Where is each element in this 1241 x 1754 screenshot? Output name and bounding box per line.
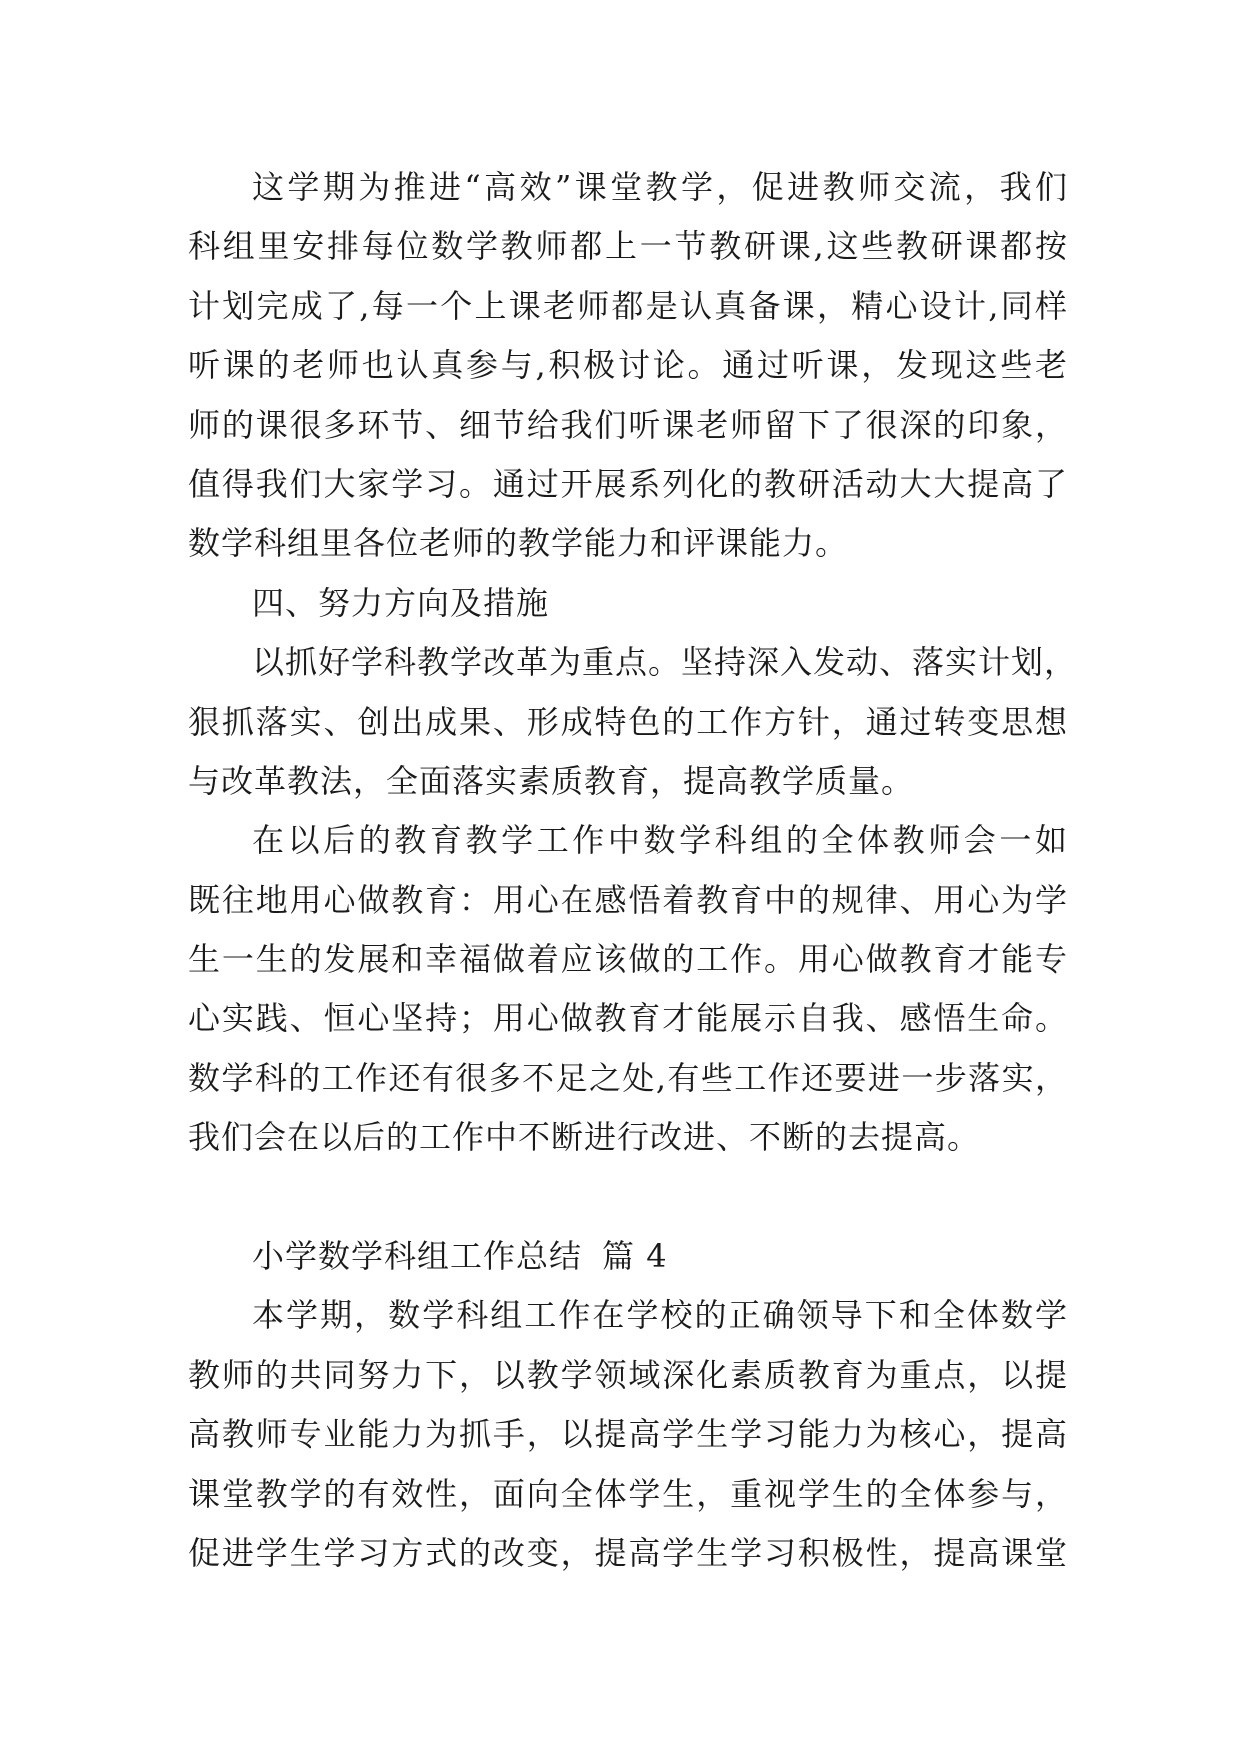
paragraph-line: 促进学生学习方式的改变，提高学生学习积极性，提高课堂	[188, 1533, 1068, 1572]
section-title	[188, 1227, 1068, 1286]
paragraph-line: 值得我们大家学习。通过开展系列化的教研活动大大提高了	[188, 464, 1068, 503]
paragraph-line: 我们会在以后的工作中不断进行改进、不断的去提高。	[188, 1118, 981, 1157]
paragraph-line: 高教师专业能力为抓手，以提高学生学习能力为核心，提高	[188, 1415, 1068, 1454]
paragraph-gap	[188, 1168, 1068, 1227]
paragraph-line: 这学期为推进“高效”课堂教学，促进教师交流，我们	[252, 168, 1068, 206]
paragraph-line: 生一生的发展和幸福做着应该做的工作。用心做教育才能专	[188, 940, 1068, 979]
paragraph-line: 既往地用心做教育：用心在感悟着教育中的规律、用心为学	[188, 880, 1068, 919]
paragraph-line: 心实践、恒心坚持；用心做教育才能展示自我、感悟生命。	[188, 999, 1068, 1038]
paragraph-line: 狠抓落实、创出成果、形成特色的工作方针，通过转变思想	[188, 702, 1068, 741]
paragraph-line: 计划完成了,每一个上课老师都是认真备课，精心设计,同样	[188, 286, 1068, 325]
paragraph-line: 本学期，数学科组工作在学校的正确领导下和全体数学	[252, 1296, 1068, 1335]
paragraph-line: 科组里安排每位数学教师都上一节教研课,这些教研课都按	[188, 227, 1068, 266]
document-body	[188, 158, 1078, 1583]
paragraph-line: 师的课很多环节、细节给我们听课老师留下了很深的印象，	[188, 405, 1068, 444]
paragraph-line: 课堂教学的有效性，面向全体学生，重视学生的全体参与，	[188, 1474, 1068, 1513]
paragraph-line: 数学科的工作还有很多不足之处,有些工作还要进一步落实，	[188, 1058, 1068, 1097]
paragraph-line: 听课的老师也认真参与,积极讨论。通过听课，发现这些老	[188, 346, 1068, 385]
paragraph-line: 以抓好学科教学改革为重点。坚持深入发动、落实计划，	[252, 643, 1078, 682]
section-part-label: 篇 4	[602, 1237, 668, 1276]
section-title-text: 小学数学科组工作总结	[252, 1237, 583, 1276]
paragraph-line: 与改革教法，全面落实素质教育，提高教学质量。	[188, 761, 915, 800]
paragraph-line: 教师的共同努力下，以教学领域深化素质教育为重点，以提	[188, 1355, 1068, 1394]
paragraph-line: 在以后的教育教学工作中数学科组的全体教师会一如	[252, 821, 1068, 860]
section-heading: 四、努力方向及措施	[252, 583, 550, 622]
paragraph-line: 数学科组里各位老师的教学能力和评课能力。	[188, 524, 849, 563]
